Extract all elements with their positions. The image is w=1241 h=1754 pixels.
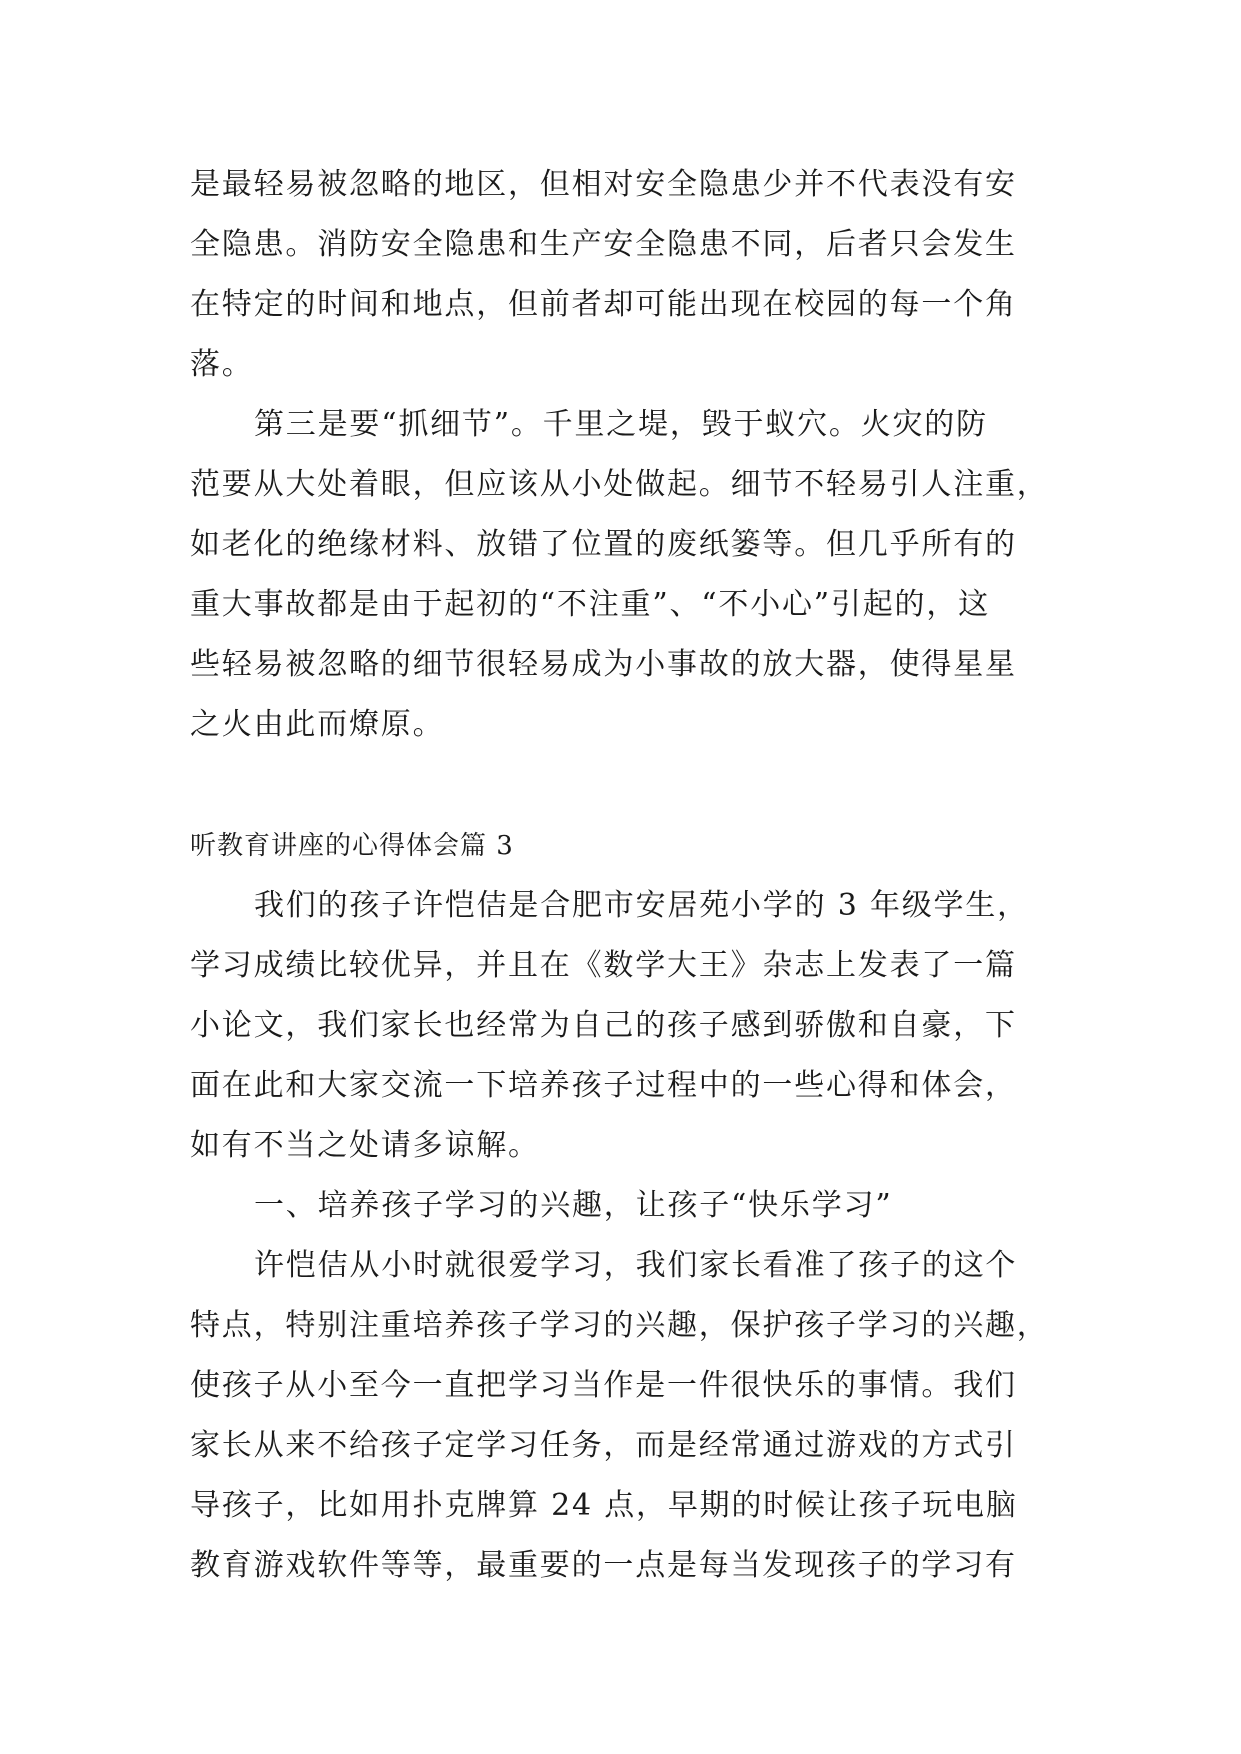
section-heading-block — [190, 816, 1048, 876]
paragraph-4 — [190, 1236, 1048, 1596]
paragraph-line: 些轻易被忽略的细节很轻易成为小事故的放大器，使得星星 — [190, 647, 1017, 682]
paragraph-line: 导孩子，比如用扑克牌算 24 点，早期的时候让孩子玩电脑 — [190, 1488, 1018, 1523]
paragraph-line: 重大事故都是由于起初的“不注重”、“不小心”引起的，这 — [190, 587, 990, 622]
paragraph-1 — [190, 155, 1048, 395]
paragraph-line: 如老化的绝缘材料、放错了位置的废纸篓等。但几乎所有的 — [190, 527, 1017, 562]
paragraph-2 — [190, 395, 1048, 755]
paragraph-line: 全隐患。消防安全隐患和生产安全隐患不同，后者只会发生 — [190, 227, 1017, 262]
paragraph-line: 小论文，我们家长也经常为自己的孩子感到骄傲和自豪，下 — [190, 1008, 1017, 1043]
paragraph-line: 我们的孩子许恺佶是合肥市安居苑小学的 3 年级学生， — [254, 888, 1029, 923]
section-spacer — [190, 755, 1048, 816]
paragraph-line: 面在此和大家交流一下培养孩子过程中的一些心得和体会， — [190, 1068, 1017, 1103]
paragraph-line: 是最轻易被忽略的地区，但相对安全隐患少并不代表没有安 — [190, 167, 1017, 202]
paragraph-line: 范要从大处着眼，但应该从小处做起。细节不轻易引人注重， — [190, 467, 1049, 502]
paragraph-line: 特点，特别注重培养孩子学习的兴趣，保护孩子学习的兴趣， — [190, 1308, 1049, 1343]
section-heading: 听教育讲座的心得体会篇 3 — [190, 831, 514, 861]
paragraph-line: 第三是要“抓细节”。千里之堤，毁于蚁穴。火灾的防 — [254, 407, 988, 442]
document-body — [190, 155, 1048, 1596]
paragraph-3 — [190, 876, 1048, 1176]
paragraph-line: 使孩子从小至今一直把学习当作是一件很快乐的事情。我们 — [190, 1368, 1017, 1403]
paragraph-line: 许恺佶从小时就很爱学习，我们家长看准了孩子的这个 — [254, 1248, 1018, 1283]
paragraph-line: 之火由此而燎原。 — [190, 707, 445, 742]
paragraph-line: 学习成绩比较优异，并且在《数学大王》杂志上发表了一篇 — [190, 948, 1017, 983]
paragraph-line: 教育游戏软件等等，最重要的一点是每当发现孩子的学习有 — [190, 1548, 1017, 1583]
paragraph-line: 在特定的时间和地点，但前者却可能出现在校园的每一个角 — [190, 287, 1017, 322]
paragraph-line: 如有不当之处请多谅解。 — [190, 1128, 540, 1163]
paragraph-line: 落。 — [190, 347, 254, 382]
subheading-line: 一、培养孩子学习的兴趣，让孩子“快乐学习” — [254, 1188, 893, 1223]
subheading-1 — [190, 1176, 1048, 1236]
paragraph-line: 家长从来不给孩子定学习任务，而是经常通过游戏的方式引 — [190, 1428, 1017, 1463]
